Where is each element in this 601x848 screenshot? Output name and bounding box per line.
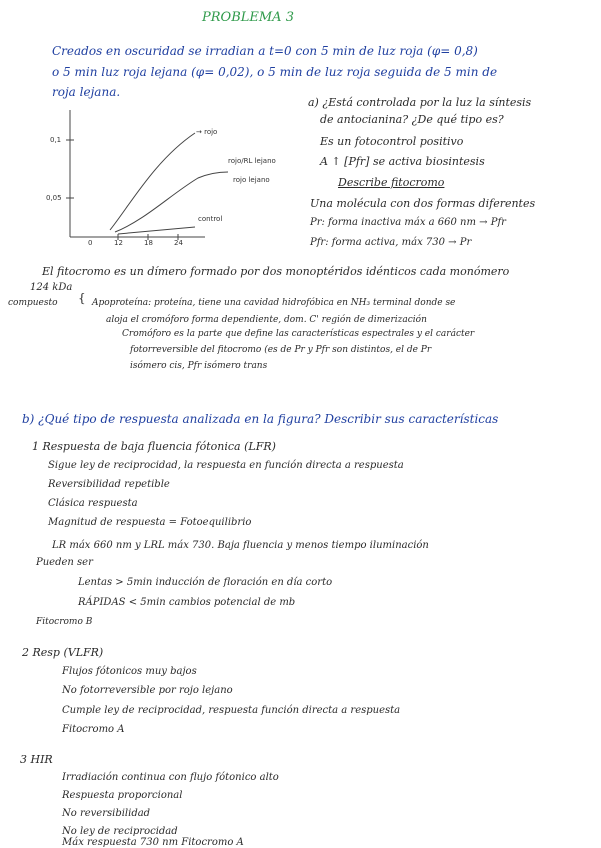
brace-glyph: {	[78, 291, 86, 305]
question-b: b) ¿Qué tipo de respuesta analizada en la figura? Describir sus características	[22, 412, 499, 426]
graph-y-label-mid: 0,05	[46, 194, 62, 202]
section-1-rapidas: RÁPIDAS < 5min cambios potencial de mb	[78, 597, 296, 608]
graph-x-tick-label-0: 0	[88, 239, 93, 247]
section-3-item-3: No reversibilidad	[62, 808, 151, 819]
intro-line-2: o 5 min luz roja lejana (φ= 0,02), o 5 min de luz roja seguida de 5 min de	[52, 65, 498, 79]
curve-rojo	[110, 133, 195, 230]
apoproteina-line-2: aloja el cromóforo forma dependiente, dom. C' región de dimerización	[106, 315, 427, 325]
section-2-item-4: Fitocromo A	[62, 724, 125, 735]
fito-desc-line-2: Pr: forma inactiva máx a 660 nm → Pfr	[310, 217, 506, 228]
curve-rojo-lejano	[115, 172, 228, 232]
intro-line-3: roja lejana.	[52, 85, 121, 99]
answer-a-line-1: Es un fotocontrol positivo	[320, 135, 464, 148]
section-1-lentas: Lentas > 5min inducción de floración en día corto	[78, 577, 333, 588]
answer-a-line-2: A ↑ [Pfr] se activa biosintesis	[320, 155, 485, 168]
graph-label-control: control	[198, 215, 223, 223]
section-3-item-5: Máx respuesta 730 nm Fitocromo A	[62, 837, 244, 848]
section-3-item-2: Respuesta proporcional	[62, 790, 183, 801]
cromoforo-line-3: isómero cis, Pfr isómero trans	[130, 361, 268, 371]
graph-x-tick-label-18: 18	[144, 239, 153, 247]
fitocromo-compuesto: compuesto	[8, 298, 58, 308]
cromoforo-line-2: fotorreversible del fitocromo (es de Pr y Pfr son distintos, el de Pr	[130, 345, 432, 355]
graph-label-rojo-rl: rojo/RL lejano	[228, 157, 276, 165]
section-1-item-2: Reversibilidad repetible	[48, 479, 170, 490]
section-1-item-3: Clásica respuesta	[48, 498, 138, 509]
section-1-pueden: Pueden ser	[36, 557, 93, 568]
fitocromo-line-2: 124 kDa	[30, 282, 73, 293]
section-3-item-4: No ley de reciprocidad	[62, 826, 178, 837]
graph-label-rojo: → rojo	[196, 128, 218, 136]
section-2-item-1: Flujos fótonicos muy bajos	[62, 666, 197, 677]
section-1-fitocromo: Fitocromo B	[36, 617, 93, 627]
section-1-item-1: Sigue ley de reciprocidad, la respuesta en función directa a respuesta	[48, 460, 404, 471]
question-a-line-1: a) ¿Está controlada por la luz la síntesis	[308, 96, 532, 109]
page-title: PROBLEMA 3	[202, 10, 294, 25]
section-2-heading: 2 Resp (VLFR)	[22, 646, 104, 659]
cromoforo-line-1: Cromóforo es la parte que define las características espectrales y el carácter	[122, 329, 475, 339]
section-1-item-5: LR máx 660 nm y LRL máx 730. Baja fluencia y menos tiempo iluminación	[52, 540, 429, 551]
graph-x-tick-label-24: 24	[174, 239, 183, 247]
intro-line-1: Creados en oscuridad se irradian a t=0 con 5 min de luz roja (φ= 0,8)	[52, 44, 478, 58]
section-2-item-3: Cumple ley de reciprocidad, respuesta función directa a respuesta	[62, 705, 401, 716]
section-2-item-2: No fotorreversible por rojo lejano	[62, 685, 233, 696]
fito-desc-line-3: Pfr: forma activa, máx 730 → Pr	[310, 237, 472, 248]
graph-y-label-top: 0,1	[50, 136, 62, 144]
graph-x-tick-label-12: 12	[114, 239, 123, 247]
section-1-heading: 1 Respuesta de baja fluencia fótonica (LFR)	[32, 440, 276, 453]
graph-label-rojo-lejano: rojo lejano	[233, 176, 270, 184]
answer-a-line-3: Describe fitocromo	[338, 176, 445, 189]
section-1-item-4: Magnitud de respuesta = Fotoequilibrio	[48, 517, 252, 528]
section-3-item-1: Irradiación continua con flujo fótonico alto	[62, 772, 279, 783]
curve-control	[118, 227, 195, 234]
section-3-heading: 3 HIR	[20, 753, 53, 766]
fitocromo-line-1: El fitocromo es un dímero formado por dos monoptéridos idénticos cada monómero	[42, 265, 510, 278]
apoproteina-line-1: Apoproteína: proteína, tiene una cavidad hidrofóbica en NH₃ terminal donde se	[92, 298, 456, 308]
fito-desc-line-1: Una molécula con dos formas diferentes	[310, 197, 536, 210]
question-a-line-2: de antocianina? ¿De qué tipo es?	[320, 113, 504, 126]
